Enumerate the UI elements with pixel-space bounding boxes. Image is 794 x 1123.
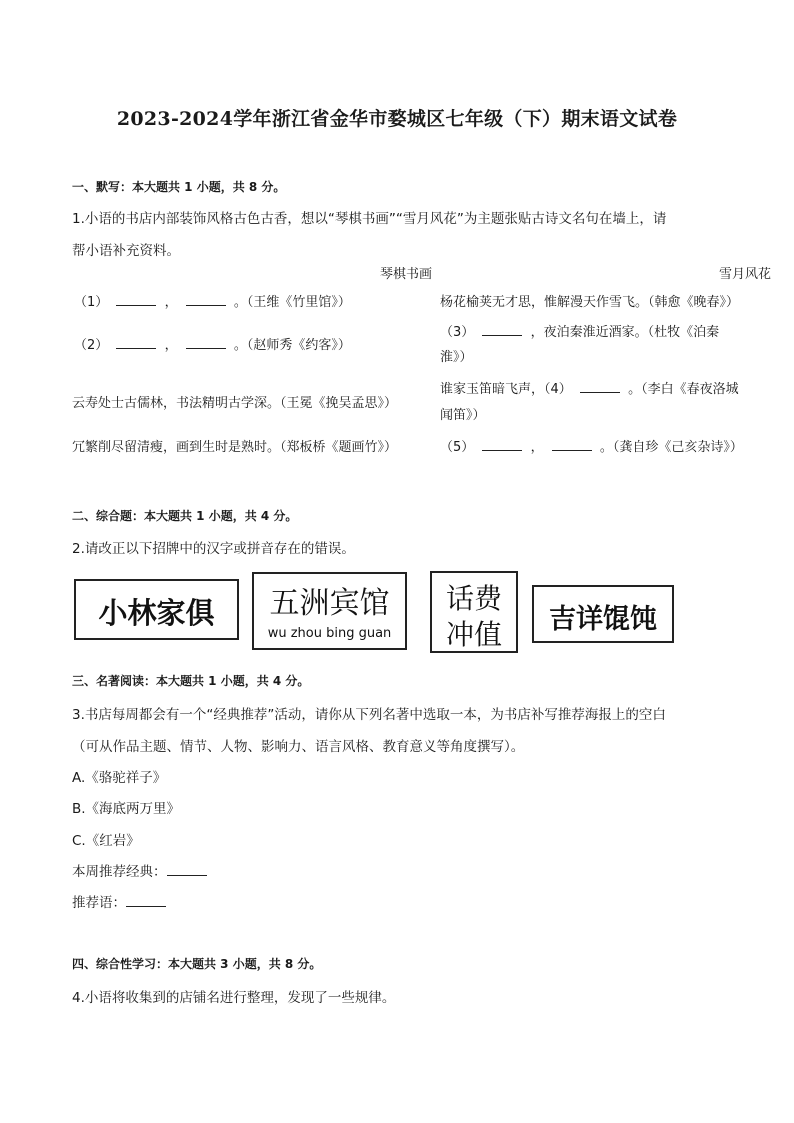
- comma: ，: [164, 338, 178, 353]
- signboard-wuzhou: [252, 572, 407, 650]
- right-item-1: 杨花榆荚无才思，惟解漫天作雪飞。（韩愈《晚春》）: [440, 295, 740, 310]
- comma: ，: [164, 295, 178, 310]
- answer-blank-5a[interactable]: [482, 437, 522, 451]
- exam-title: 2023-2024学年浙江省金华市婺城区七年级（下）期末语文试卷: [116, 108, 678, 130]
- item-number: （1）: [74, 295, 109, 310]
- item-source: 。（赵师秀《约客》）: [233, 338, 351, 353]
- left-item-4: 冗繁削尽留清瘦，画到生时是熟时。（郑板桥《题画竹》）: [72, 440, 398, 455]
- q1-text-line2: 帮小语补充资料。: [72, 243, 180, 259]
- signboard-text: 吉详馄饨: [549, 604, 657, 635]
- section3-heading: 三、名著阅读：本大题共 1 小题，共 4 分。: [72, 674, 310, 688]
- option-b: B.《海底两万里》: [72, 801, 181, 817]
- right-item-2-cont: 淮》）: [440, 350, 473, 365]
- recommend-words-blank[interactable]: [126, 893, 166, 907]
- q4-text: 4.小语将收集到的店铺名进行整理，发现了一些规律。: [72, 990, 396, 1006]
- signboard-text: 五洲宾馆: [269, 586, 390, 621]
- left-item-3: 云寿处士古儒林，书法精明古学深。（王冕《挽吴孟思》）: [72, 396, 398, 411]
- answer-blank-2b[interactable]: [186, 335, 226, 349]
- q2-text: 2.请改正以下招牌中的汉字或拼音存在的错误。: [72, 541, 355, 557]
- item-source: 。（龚自珍《己亥杂诗》）: [599, 440, 743, 455]
- item-source: ，夜泊秦淮近酒家。（杜牧《泊秦: [530, 325, 720, 340]
- signboard-text-line2: 冲值: [445, 618, 502, 651]
- q3-text-line2: （可从作品主题、情节、人物、影响力、语言风格、教育意义等角度撰写）。: [72, 739, 525, 755]
- answer-blank-3[interactable]: [482, 322, 522, 336]
- section2-heading: 二、综合题：本大题共 1 小题，共 4 分。: [72, 509, 298, 523]
- option-a: A.《骆驼祥子》: [72, 770, 167, 786]
- q3-text-line1: 3.书店每周都会有一个“经典推荐”活动，请你从下列名著中选取一本，为书店补写推荐海报上的空白: [72, 707, 666, 723]
- recommend-book-blank[interactable]: [167, 862, 207, 876]
- section4-heading: 四、综合性学习：本大题共 3 小题，共 8 分。: [72, 957, 322, 971]
- answer-blank-1b[interactable]: [186, 292, 226, 306]
- signboard-text-line1: 话费: [445, 582, 502, 615]
- option-c: C.《红岩》: [72, 833, 140, 849]
- recommend-book-field: [72, 860, 207, 880]
- right-item-2: [440, 320, 719, 345]
- right-item-4: [440, 435, 743, 460]
- q1-text-line1: 1.小语的书店内部装饰风格古色古香，想以“琴棋书画”“雪月风花”为主题张贴古诗文名句在墙上，请: [72, 211, 667, 227]
- signboard-huafei: [430, 571, 518, 653]
- left-item-2: [74, 333, 351, 358]
- item-number: （3）: [440, 325, 475, 340]
- signboard-xiaolin: [74, 579, 239, 640]
- right-item-3: [440, 377, 739, 402]
- recommend-book-label: 本周推荐经典：: [72, 864, 167, 880]
- comma: ，: [530, 440, 544, 455]
- item-source: 。（李白《春夜洛城: [628, 382, 739, 397]
- item-number: （5）: [440, 440, 475, 455]
- answer-blank-5b[interactable]: [552, 437, 592, 451]
- signboard-jixiang: [532, 585, 674, 643]
- item-number: （2）: [74, 338, 109, 353]
- left-item-1: [74, 290, 351, 315]
- right-item-3-cont: 闻笛》）: [440, 408, 486, 423]
- signboard-text: 小林家俱: [98, 596, 215, 630]
- answer-blank-1a[interactable]: [116, 292, 156, 306]
- recommend-words-label: 推荐语：: [72, 895, 126, 911]
- answer-blank-2a[interactable]: [116, 335, 156, 349]
- answer-blank-4[interactable]: [580, 379, 620, 393]
- item-source: 。（王维《竹里馆》）: [233, 295, 351, 310]
- signboard-pinyin: wu zhou bing guan: [267, 626, 392, 641]
- column-header-qinqishuhua: 琴棋书画: [380, 267, 433, 282]
- section1-heading: 一、默写：本大题共 1 小题，共 8 分。: [72, 180, 286, 194]
- column-header-xueyuefenghua: 雪月风花: [719, 267, 772, 282]
- item-text: 谁家玉笛暗飞声，（4）: [440, 382, 572, 397]
- recommend-words-field: [72, 891, 166, 911]
